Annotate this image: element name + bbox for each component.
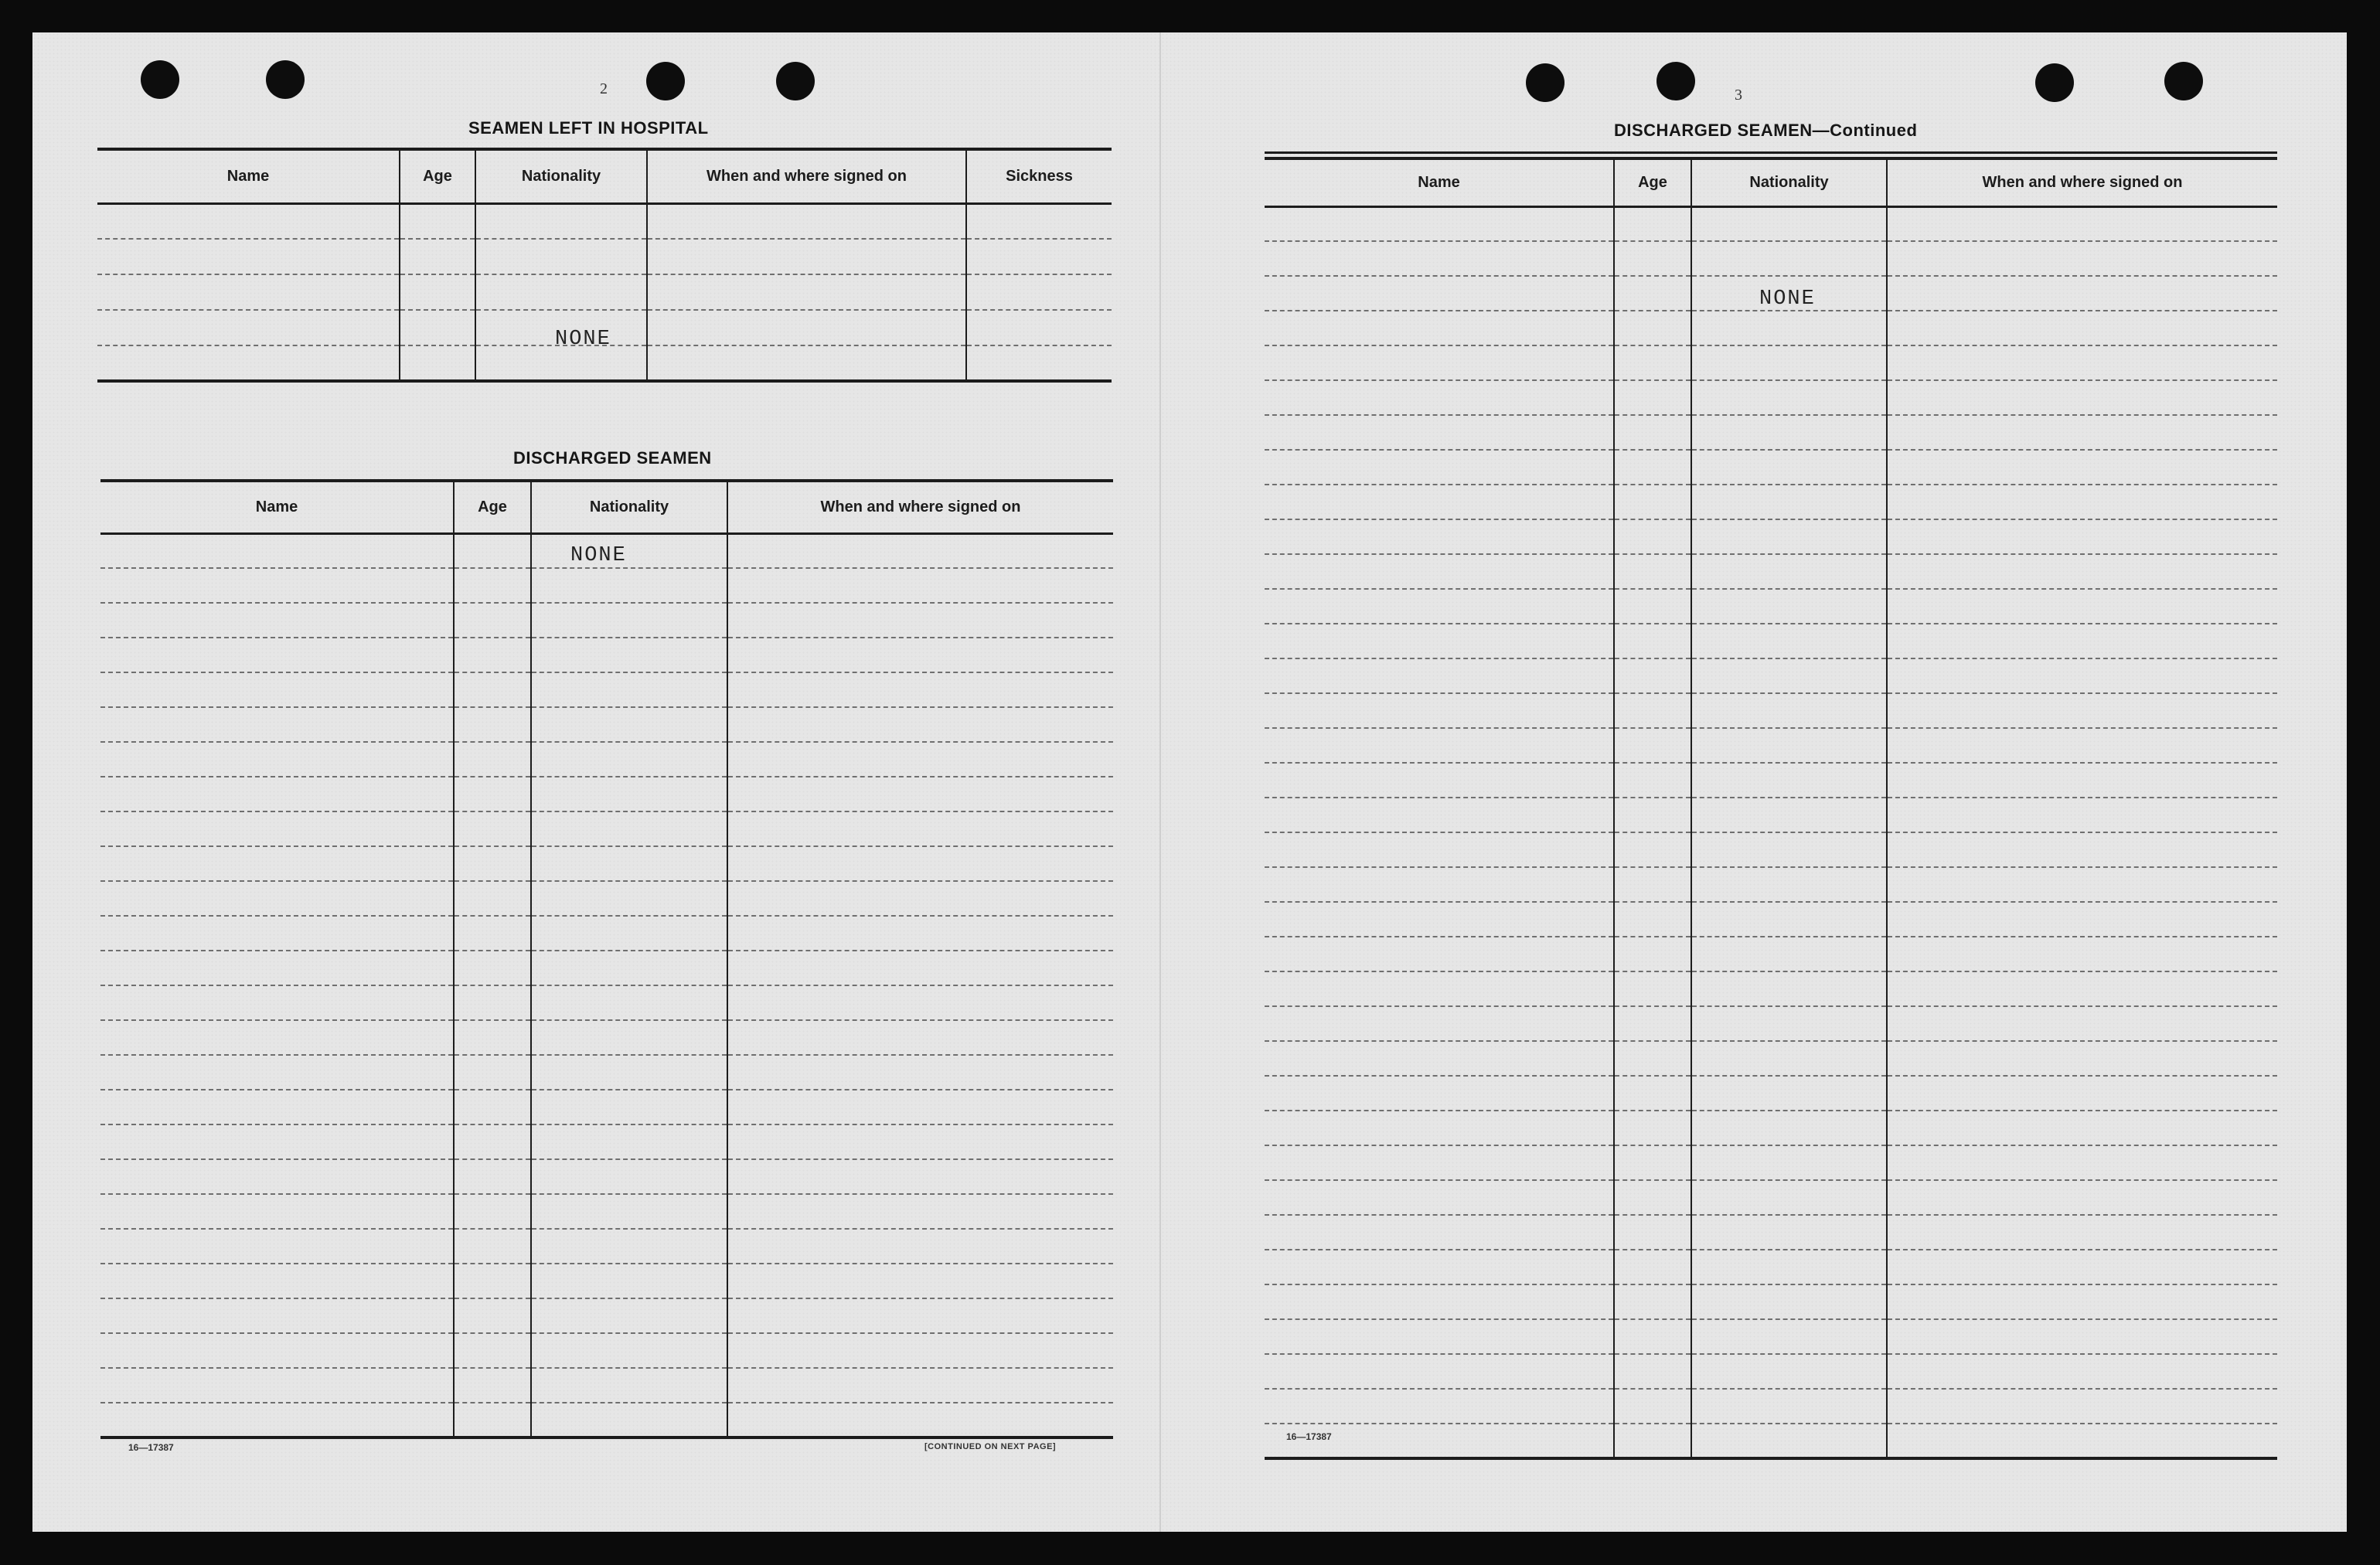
binder-hole-6 [1656, 62, 1695, 100]
table-row [1265, 902, 2277, 937]
table-row [1265, 1145, 2277, 1180]
table-row [1265, 798, 2277, 832]
table-row [100, 1298, 1113, 1333]
table-row [100, 951, 1113, 985]
table-row [100, 1368, 1113, 1403]
table-row [1265, 937, 2277, 971]
table-row [100, 707, 1113, 742]
table-row [1265, 554, 2277, 589]
table-row [100, 777, 1113, 811]
page-fold [1159, 32, 1161, 1532]
table-row [100, 846, 1113, 881]
binder-hole-4 [776, 62, 815, 100]
table-row [100, 916, 1113, 951]
table-row [1265, 624, 2277, 658]
hospital-col-sickness: Sickness [966, 149, 1112, 203]
hospital-col-age: Age [400, 149, 475, 203]
table-row [100, 811, 1113, 846]
hospital-col-signed-on: When and where signed on [647, 149, 966, 203]
table-row [1265, 589, 2277, 624]
binder-hole-1 [141, 60, 179, 99]
table-row [100, 1194, 1113, 1229]
table-row [1265, 658, 2277, 693]
continued-col-age: Age [1614, 158, 1691, 206]
table-row [100, 881, 1113, 916]
table-row [1265, 206, 2277, 241]
table-row [1265, 1041, 2277, 1076]
table-row [1265, 450, 2277, 485]
table-row [1265, 1284, 2277, 1319]
table-row [1265, 728, 2277, 763]
table-row [100, 742, 1113, 777]
left-footer-code: 16—17387 [128, 1442, 174, 1453]
table-row [1265, 1180, 2277, 1215]
hospital-col-nationality: Nationality [475, 149, 647, 203]
table-row [1265, 1250, 2277, 1284]
table-row [100, 603, 1113, 638]
left-page-number: 2 [600, 80, 608, 97]
discharged-continued-table [1265, 157, 2277, 1460]
table-row [100, 638, 1113, 672]
table-row [1265, 311, 2277, 345]
binder-hole-2 [266, 60, 305, 99]
table-row [100, 1124, 1113, 1159]
table-row [1265, 485, 2277, 519]
table-row [1265, 1076, 2277, 1111]
table-row [100, 1229, 1113, 1264]
hospital-col-name: Name [97, 149, 400, 203]
table-row [1265, 345, 2277, 380]
table-row [1265, 380, 2277, 415]
right-page-number: 3 [1735, 87, 1742, 104]
table-row [1265, 1111, 2277, 1145]
table-row [100, 1159, 1113, 1194]
discharged-col-age: Age [454, 481, 531, 533]
table-row [1265, 1006, 2277, 1041]
right-footer-code: 16—17387 [1286, 1431, 1332, 1442]
discharged-section-title: DISCHARGED SEAMEN [513, 448, 712, 468]
continued-none-entry: NONE [1759, 287, 1816, 311]
table-row [100, 1403, 1113, 1437]
table-row [1265, 1354, 2277, 1389]
discharged-none-entry: NONE [570, 544, 627, 567]
table-row [97, 274, 1112, 310]
table-row [1265, 1389, 2277, 1424]
binder-hole-7 [2035, 63, 2074, 102]
table-row [100, 1090, 1113, 1124]
top-rule [1265, 151, 2277, 154]
table-row [1265, 693, 2277, 728]
hospital-none-entry: NONE [555, 328, 611, 351]
binder-hole-5 [1526, 63, 1565, 102]
table-row [100, 1020, 1113, 1055]
continued-col-signed-on: When and where signed on [1887, 158, 2277, 206]
table-row [1265, 241, 2277, 276]
table-row [1265, 867, 2277, 902]
table-row [1265, 763, 2277, 798]
discharged-col-nationality: Nationality [531, 481, 727, 533]
table-row [100, 568, 1113, 603]
binder-hole-8 [2164, 62, 2203, 100]
binder-hole-3 [646, 62, 685, 100]
table-row [1265, 519, 2277, 554]
discharged-col-name: Name [100, 481, 454, 533]
table-row [100, 1264, 1113, 1298]
continued-col-name: Name [1265, 158, 1614, 206]
table-row [97, 239, 1112, 274]
hospital-section-title: SEAMEN LEFT IN HOSPITAL [468, 118, 709, 138]
discharged-table [100, 479, 1113, 1439]
continued-note: [CONTINUED ON NEXT PAGE] [924, 1442, 1057, 1451]
table-row [1265, 1215, 2277, 1250]
table-row [1265, 1319, 2277, 1354]
discharged-col-signed-on: When and where signed on [727, 481, 1113, 533]
table-row [1265, 971, 2277, 1006]
table-row [100, 985, 1113, 1020]
table-row [100, 672, 1113, 707]
table-row [100, 1333, 1113, 1368]
table-row [1265, 832, 2277, 867]
table-row [100, 1055, 1113, 1090]
table-row [1265, 415, 2277, 450]
table-row [1265, 1424, 2277, 1458]
discharged-continued-title: DISCHARGED SEAMEN—Continued [1614, 121, 1918, 140]
continued-col-nationality: Nationality [1691, 158, 1887, 206]
table-row [97, 203, 1112, 239]
